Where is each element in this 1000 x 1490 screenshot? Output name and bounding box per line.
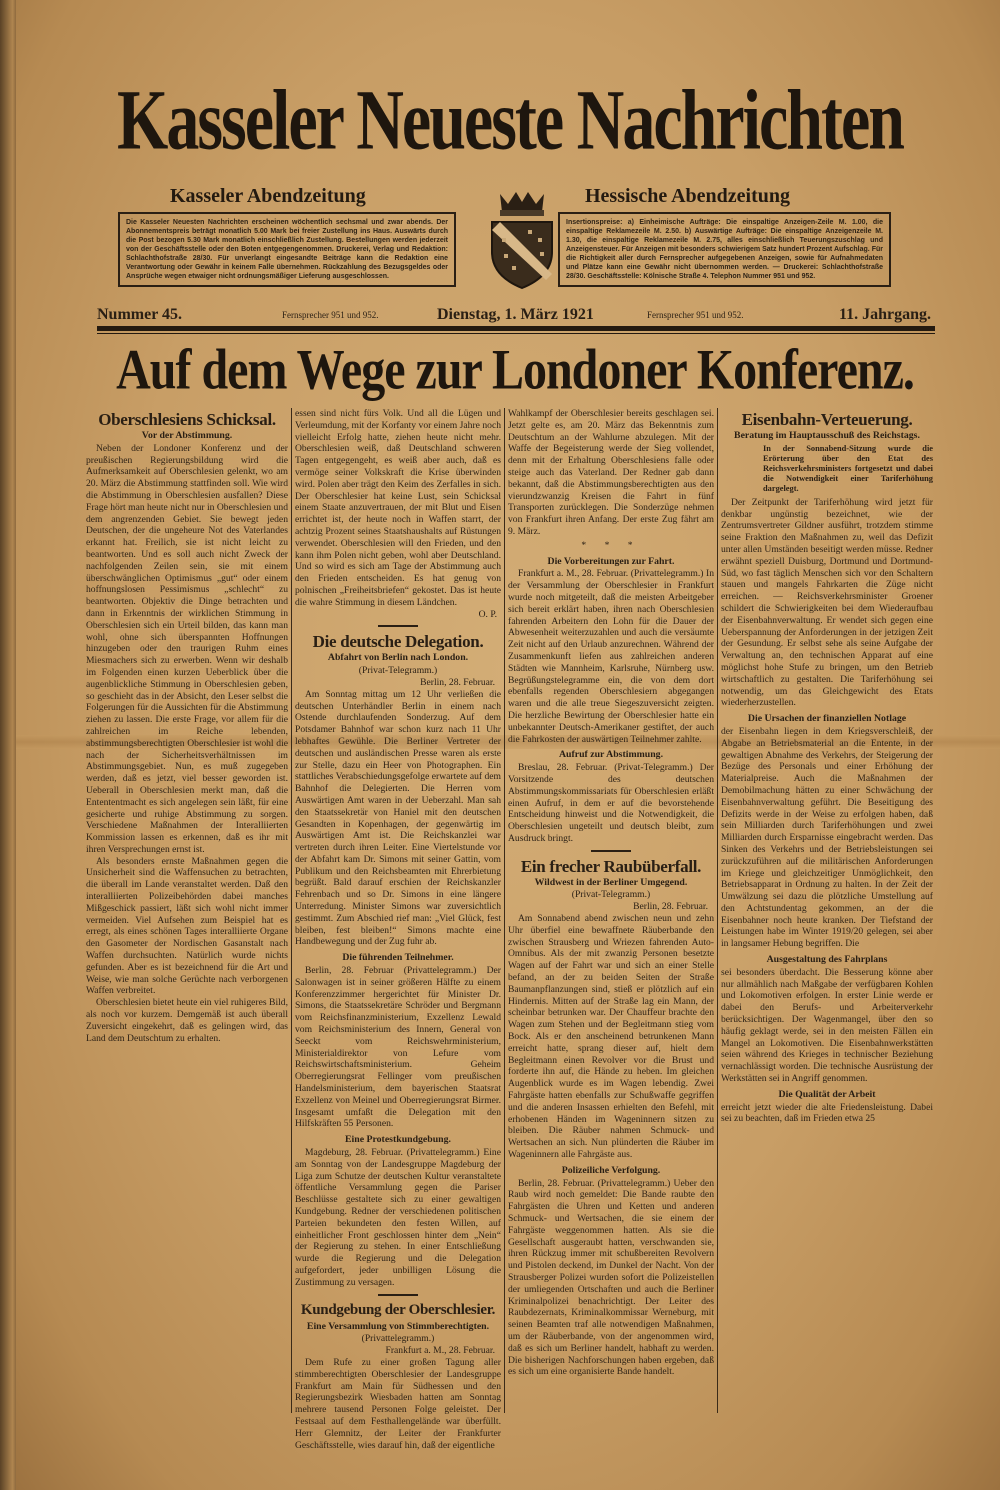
coat-of-arms-icon: [478, 190, 566, 290]
article-paragraph: Am Sonnabend abend zwischen neun und zehn Uhr überfiel eine bewaffnete Räuberbande den zwischen Strausberg und Wriezen fahrenden Auto-Omnibus. Als der mit zwanzig Personen besetzte Wagen auf der Fahrt war und sich an einer Stelle befand, an der zu beiden Seiten der Straße Baumanpflanzungen sind, stieß er plötzlich auf ein Hindernis. Mitten auf der Straße lag ein Mann, der scheinbar betrunken war. Der Chauffeur brachte den Wagen zum Stehen und der Begleitmann stieg vom Bock. Als er den anscheinend betrunkenen Mann erreicht hatte, sprang dieser auf, hielt dem Begleitmann einen Revolver vor die Brust und forderte ihn auf, die Hände zu heben. Im gleichen Augenblick wurde es im Wagen lebendig. Zwei Fahrgäste hatten ebenfalls zur Schußwaffe gegriffen und die anderen Insassen erhielten den Befehl, mit erhobenen Händen im Wageninnern sitzen zu bleiben. Die Räuber nahmen Schmuck- und Wertsachen an sich. Nun plünderten die Räuber im Wageninnern alle Fahrgäste aus.: [508, 913, 714, 1161]
issue-number: Nummer 45.: [97, 306, 183, 323]
section-heading: Aufruf zur Abstimmung.: [558, 749, 664, 761]
main-headline: Auf dem Wege zur Londoner Konferenz.: [116, 338, 914, 402]
issue-info-line: [97, 306, 932, 326]
article-paragraph: Neben der Londoner Konferenz und der preußischen Regierungsbildung wird die Aufmerksamkeit auf Oberschlesien gelenkt, wo am 20. März die Abstimmung stattfinden soll. Wie wird die Abstimmung in Oberschlesien ausfallen? Diese Frage hört man heute nicht nur in Oberschlesien und dem angrenzenden Gebiet. Sie bewegt jeden Deutschen, der die ungeheure Not des Vaterlandes erkannt hat. Freilich, sie ist nicht leicht zu beantworten. Und es soll auch nicht Zweck der nachfolgenden Zeilen sein, sie mit einem überschwänglichen Optimismus „gut“ oder einem hoffnungslosen Pessimismus „schlecht“ zu beantworten. Objektiv die Dinge betrachten und dann in Erkenntnis der wirklichen Stimmung in Oberschlesien sich ein Urteil bilden, das kann man wohl, ohne sich überspannten Hoffnungen hinzugeben oder den traurigen Ruhm eines Miesmachers sich zu erwerben. Wenn wir deshalb im Folgenden einen kurzen Ueberblick über die augenblickliche Stimmung in Oberschlesien geben, so geschieht das in der Absicht, den Leser selbst die Folgerungen für die Aussichten für die Abstimmung ziehen zu lassen. Die erste Frage, vor allem für die zahlreichen im Reiche lebenden, abstimmungsberechtigten Oberschlesier ist wohl die nach der Sicherheitsverhältnissen im Abstimmungsgebiet. Nun, es muß zugegeben werden, daß es jetzt, viel besser geworden ist. Ueberall in Oberschlesien merkt man, daß die Entententmacht es sich angelegen sein läßt, für eine gesicherte und ruhige Abstimmung zu sorgen. Verschiedene Maßnahmen der Interalliierten Kommission lassen es erkennen, daß es ihr mit ihren Versprechungen ernst ist.: [86, 442, 288, 855]
section-heading: Ausgestaltung des Fahrplans: [766, 954, 888, 966]
article-title: Eisenbahn-Verteuerung.: [741, 410, 913, 429]
column-divider: [291, 408, 292, 1413]
column-3: [508, 408, 714, 1378]
article-paragraph: Am Sonntag mittag um 12 Uhr verließen die deutschen Unterhändler Berlin in einem nach Ostende durchlaufenden Sonderzug. Auf dem Potsdamer Bahnhof war schon kurz nach 11 Uhr lebhaftes Gewühle. Die Berliner Vertreter der deutschen und ausländischen Presse waren als erste zur Stelle, dazu ein Heer von Photographen. Ein stattliches Verabschiedungsgefolge erwartete auf dem Bahnhof die Delegierten. Die Herren vom Auswärtigen Amt waren in der Ueberzahl. Man sah den Staatssekretär von Haniel mit den deutschen Gesandten in Kopenhagen, der gegenwärtig im Auswärtigen Amt ist. Die Reichskanzlei war vertreten durch ihren Leiter. Eine Viertelstunde vor der Abfahrt kam Dr. Simons mit seiner Gattin, vom Publikum und den Reichsbeamten mit Ehrerbietung begrüßt. Bald darauf erschien der Reichskanzler Fehrenbach und so Dr. Simons in eine längere Unterredung. Minister Simons war zuversichtlich gestimmt. Zum Abschied rief man: „Viel Glück, fest bleiben, fest bleiben!“ Simons machte eine Handbewegung und der Zug fuhr ab.: [295, 688, 502, 948]
phone-left: Fernsprecher 951 und 952.: [282, 310, 379, 320]
issue-date: Dienstag, 1. März 1921: [437, 306, 594, 323]
advertising-rates-box: Insertionspreise: a) Einheimische Aufträge: Die einspaltige Anzeigen-Zeile M. 1.00, die einspaltige Reklamezeile M. 2.50. b) Auswärtige Aufträge: Die einspaltige Anzeigenzeile M. 1.30, die einspaltige Reklamezeile M. 2.75, alles einschließlich Teuerungszuschlag und Anzeigensteuer. Für Anzeigen mit besonders schwierigem Satz hundert Prozent Aufschlag. Für die Richtigkeit aller durch Fernsprecher aufgegebenen Anzeigen, sowie für Aufnahmedaten und Plätze kann eine Gewähr nicht übernommen werden. — Druckerei: Schlachthofstraße 28/30. Geschäftsstelle: Kölnische Straße 4. Telephon Nummer 951 und 952.: [558, 212, 891, 287]
dateline: Berlin, 28. Februar.: [420, 676, 495, 688]
article-paragraph: Frankfurt a. M., 28. Februar. (Privattelegramm.) In der Versammlung der Oberschlesier in Frankfurt wurde noch mitgeteilt, daß die meisten Arbeitgeber sich bereit erklärt haben, ihren nach Oberschlesien fahrenden Arbeitern den Lohn für die Dauer der Abwesenheit weiterzuzahlen und auch die versäumte Zeit nicht auf den Urlaub anzurechnen. Während der Zusammenkunft liefen aus zahlreichen anderen Städten wie Mannheim, Karlsruhe, Nürnberg usw. Begrüßungstelegramme ein, die von dem dort ebenfalls regenden Oberschlesiern abgegangen waren und die alle treue Siegeszuversicht zeigten. Die herzliche Bewirtung der Oberschlesier hatte ein unbekannter Deutsch-Amerikaner gestiftet, der auch die Fahrkosten der auswärtigen Teilnehmer zahlte.: [508, 568, 714, 745]
article-paragraph: Der Zeitpunkt der Tariferhöhung wird jetzt für denkbar ungünstig bezeichnet, wie der Zentrumsvertreter Gildner ausführt, trotzdem stimme seine Fraktion den Maßnahmen zu, weil das Defizit unter allen Umständen beseitigt werden müsse. Redner erwähnt speziell Duisburg, Dortmund und Dortmund-Süd, wo fast täglich Menschen sich vor den Schaltern stauen und mangels Fahrkarten die Züge nicht erreichen. — Reichsverkehrsminister Groener schildert die Schwierigkeiten bei dem Wiederaufbau der Eisenbahnverwaltung. Er wendet sich gegen eine Ueberspannung der Anforderungen in der jetzigen Zeit der Gesundung. Er selbst sehe als seine Aufgabe der Verwaltung an, den technischen Apparat auf eine möglichst hohe Stufe zu bringen, um den Betrieb wirtschaftlich zu gestalten. Die Tariferhöhung sei notwendig, um das Gleichgewicht des Etats wiederherzustellen.: [721, 496, 933, 709]
article-paragraph: Oberschlesien bietet heute ein viel ruhigeres Bild, als noch vor kurzem. Demgemäß ist auch überall Zuversicht eingekehrt, daß es gelingen wird, das Land dem Deutschtum zu erhalten.: [86, 997, 288, 1044]
article-paragraph: sei besonders überdacht. Die Besserung könne aber nur allmählich nach Maßgabe der verfügbaren Kohlen und Lokomotiven erfolgen. In erster Linie werde er dabei den Berufs- und Arbeiterverkehr berücksichtigen. Der Wagenmangel, über den so häufig geklagt werde, sei in den meisten Fällen ein Mangel an Lokomotiven. Die Eisenbahnwerkstätten seien während des Krieges in technischer Beziehung vernachlässigt worden. Die technische Ausrüstung der Werkstätten sei in Angriff genommen.: [721, 966, 933, 1085]
section-heading: Die Vorbereitungen zur Fahrt.: [547, 555, 675, 567]
article-paragraph: Magdeburg, 28. Februar. (Privattelegramm.) Eine am Sonntag von der Landesgruppe Magdeburg der Liga zum Schutze der deutschen Kultur veranstaltete öffentliche Versammlung gegen die Pariser Beschlüsse gestaltete sich zu einer gewaltigen Kundgebung. Redner der verschiedenen politischen Parteien bekundeten den festen Willen, auf einheitlicher Front geschlossen hinter dem „Nein“ der Regierung zu stehen. In einer Entschließung wurde die Regierung und die Delegation aufgefordert, jeder unbilligen Lösung die Zustimmung zu versagen.: [295, 1147, 501, 1288]
article-subtitle: Eine Versammlung von Stimmberechtigten.: [306, 1320, 490, 1332]
article-paragraph: essen sind nicht fürs Volk. Und all die Lügen und Verleumdung, mit der Korfanty vor einem Jahre noch vielleicht Erfolg hatte, ziehen heute nicht mehr. Oberschlesien weiß, daß Deutschland schweren Tagen entgegengeht, es weiß aber auch, daß es vermöge seiner Volkskraft die Krise überwinden wird. Polen aber trägt den Keim des Zerfalles in sich. Der Oberschlesier hat keine Lust, sein Schicksal einem Staate anzuvertrauen, der mit Blut und Eisen errichtet ist, der heute noch in Waffen starrt, der achtzig Prozent seines Staatshaushalts auf Rüstungen verwendet. Oberschlesien will den Frieden, und den kann ihm Polen nicht geben, wohl aber Deutschland. Und so wird es sich am Tage der Abstimmung auch den Frieden entscheiden. Es hat genug von polnischen „Freiheitsbriefen“ gekostet. Das ist heute die wahre Stimmung in diesem Ländchen.: [295, 408, 501, 608]
article-title: Die deutsche Delegation.: [312, 632, 484, 652]
section-heading: Die Qualität der Arbeit: [778, 1088, 876, 1100]
masthead-title: Kasseler Neueste Nachrichten: [117, 73, 903, 169]
separator: [378, 625, 418, 627]
masthead-rule-thin: [97, 333, 935, 334]
article-subtitle: Beratung im Hauptausschuß des Reichstags.: [734, 430, 920, 441]
column-divider: [717, 408, 718, 1413]
article-paragraph: erreicht jetzt wieder die alte Friedensleistung. Dabei sei zu beachten, daß im Frieden etwa 25: [721, 1101, 933, 1125]
phone-right: Fernsprecher 951 und 952.: [647, 310, 744, 320]
masthead-subtitle-right: Hessische Abendzeitung: [585, 185, 791, 207]
column-4: [721, 408, 933, 1125]
article-paragraph: Berlin, 28. Februar. (Privattelegramm.) Ueber den Raub wird noch gemeldet: Die Bande raubte den Fahrgästen die Uhren und Ketten und anderen Schmuck- und Wertsachen, die sie einem der Fahrgäste weggenommen hatten. Als sie die Gesellschaft ausgeraubt hatten, verschwanden sie, ihren Rückzug immer mit schußbereiten Revolvern und Pistolen deckend, im Dunkel der Nacht. Von der Strausberger Polizei wurden sofort die Polizeistellen der umliegenden Ortschaften und auch die Berliner Kriminalpolizei benachrichtigt. Der Leiter des Raubdezernats, Kriminalkommissar Werneburg, mit seinen Beamten traf alle notwendigen Maßnahmen, um der Räuberbande, von der angenommen wird, daß es sich um Berliner handelt, habhaft zu werden. Die bisherigen Nachforschungen haben ergeben, daß es sich um eine organisierte Bande handelt.: [508, 1177, 714, 1378]
separator: [591, 850, 631, 852]
volume-year: 11. Jahrgang.: [839, 306, 932, 323]
article-subtitle: Vor der Abstimmung.: [141, 430, 233, 441]
section-heading: Die Ursachen der finanziellen Notlage: [747, 713, 907, 725]
article-paragraph: Breslau, 28. Februar. (Privat-Telegramm.) Der Vorsitzende des deutschen Abstimmungskommissariats für Oberschlesien erläßt einen Aufruf, in dem er auf die bevorstehende Entscheidung hinweist und die Notwendigkeit, die Oberschlesien ungeteilt und deutsch bleibt, zum Ausdruck bringt.: [508, 762, 714, 844]
article-title: Oberschlesiens Schicksal.: [98, 410, 276, 429]
dateline: Frankfurt a. M., 28. Februar.: [385, 1345, 495, 1357]
article-paragraph: Wahlkampf der Oberschlesier bereits geschlagen sei. Jetzt gelte es, am 20. März das Bekenntnis zum Deutschtum an der Wahlurne abzulegen. Mit der Waffe der Begeisterung werde der Sieg vollendet, denn mit der Erhaltung Oberschlesiens falle oder steige auch das Vaterland. Der Redner gab dann bekannt, daß die Abstimmungsberechtigten aus den vierundzwanzig Kreisen die Fahrt in fünf Transporten zurücklegen. Die Sonderzüge nehmen von Frankfurt ihren Anfang. Der erste Zug fährt am 9. März.: [508, 408, 714, 537]
article-subtitle: Wildwest in der Berliner Umgegend.: [534, 876, 688, 888]
masthead-subtitle-left: Kasseler Abendzeitung: [170, 185, 366, 207]
subscription-info-box: Die Kasseler Neuesten Nachrichten erscheinen wöchentlich sechsmal und zwar abends. Der Abonnementspreis beträgt monatlich 5.00 Mark bei freier Zustellung ins Haus. Auswärts durch die Post bezogen 5.30 Mark monatlich einschließlich Zustellung. Bestellungen werden jederzeit von der Geschäftsstelle oder den Boten entgegengenommen. Druckerei, Verlag und Redaktion: Schlachthofstraße 28/30. Für unverlangt eingesandte Beiträge kann die Redaktion eine Verantwortung oder Gewähr in keinem Falle übernehmen. Rückzahlung des Bezugsgeldes oder Ansprüche wegen etwaiger nicht ordnungsmäßiger Lieferung ausgeschlossen.: [118, 212, 456, 287]
dateline: Berlin, 28. Februar.: [633, 901, 708, 913]
article-paragraph: Als besonders ernste Maßnahmen gegen die Unsicherheit sind die Waffensuchen zu betrachten, die überall im Lande veranstaltet werden. Daß den interalliierten Polizeibehörden dabei manches Mißgeschick passiert, läßt sich wohl nicht immer vermeiden. Viel Aufsehen zum Beispiel hat es erregt, als eines schönen Tages interalliierte Organe den Gasometer der Nordischen Gasanstalt nach Waffen durchsuchten. Natürlich wurde nichts gefunden. Aber es ist bezeichnend für die Art und Weise, wie man solche Gerüchte nach verborgenen Waffen verbreitet.: [86, 855, 288, 997]
column-1: [86, 408, 288, 1044]
source-note: (Privat-Telegramm.): [571, 889, 651, 901]
article-lede: In der Sonnabend-Sitzung wurde die Erörterung über den Etat des Reichsverkehrsministers fortgesetzt und dabei die Notwendigkeit einer Tariferhöhung dargelegt.: [763, 443, 933, 493]
author-signature: O. P.: [478, 608, 497, 620]
separator: [378, 1294, 418, 1296]
article-paragraph: Berlin, 28. Februar (Privattelegramm.) Der Salonwagen ist in seiner größeren Hälfte zu einem Konferenzzimmer hergerichtet für Minister Dr. Simons, die Staatssekretäre Schröder und Bergmann vom Reichsfinanzministerium, Exzellenz Lewald vom Reichsministerium des Innern, General von Seeckt vom Reichswehrministerium, Ministerialdirektor von Lefure vom Reichswirtschaftsministerium. Geheim Oberregierungsrat Fellinger vom preußischen Handelsministerium, dem bayerischen Staatsrat Exzellenz von Meinel und Oberregierungsrat Birmer. Insgesamt umfaßt die Delegation mit den Hilfskräften 55 Personen.: [295, 965, 501, 1130]
article-paragraph: Dem Rufe zu einer großen Tagung aller stimmberechtigten Oberschlesier der Landesgruppe Frankfurt am Main für Südhessen und den Regierungsbezirk Wiesbaden hatten am Sonntag mehrere tausend Personen Folge geleistet. Der Festsaal auf dem Festhallengelände war überfüllt. Herr Glemnitz, der Leiter der Frankfurter Geschäftsstelle, wies darauf hin, daß der eigentliche: [295, 1356, 501, 1451]
article-subtitle: Abfahrt von Berlin nach London.: [327, 652, 469, 664]
section-stars: * * *: [581, 539, 641, 551]
column-2: [295, 408, 501, 1451]
article-title: Ein frecher Raubüberfall.: [520, 856, 702, 876]
section-heading: Polizeiliche Verfolgung.: [561, 1164, 661, 1176]
section-heading: Die führenden Teilnehmer.: [342, 952, 454, 964]
source-note: (Privat-Telegramm.): [358, 665, 438, 677]
masthead-rule: [97, 326, 935, 331]
column-divider: [504, 408, 505, 1413]
source-note: (Privattelegramm.): [361, 1333, 435, 1345]
article-title: Kundgebung der Oberschlesier.: [300, 1301, 496, 1318]
section-heading: Eine Protestkundgebung.: [345, 1134, 451, 1146]
article-paragraph: der Eisenbahn liegen in dem Kriegsverschleiß, der Abgabe an Betriebsmaterial an die Entente, in der gewaltigen Abnahme des Verkehrs, der Steigerung der Bezüge des Personals und einer Erhöhung der Materialpreise. Auch die Maßnahmen der Demobilmachung hätten zu einer Schwächung der Eisenbahnverwaltung geführt. Die Beseitigung des Defizits werde in der Weise zu erfolgen haben, daß sein Milliarden durch Tariferhöhungen und zwei Milliarden durch Ersparnisse eingebracht werden. Das Sinken des Verkehrs und der Betriebsleistungen sei zurückzuführen auf die militärischen Anforderungen im Kriege und gleichzeitiger Unmöglichkeit, den Betriebsapparat in Ordnung zu halten. In der Zeit der Umwälzung sei dazu die plötzliche Umstellung auf den Achtstundentag gekommen, an der die Eisenbahner noch heute kranken. Der Tiefstand der Leistungen habe im Winter 1919/20 gelegen, sei aber in langsamer Hebung begriffen. Die: [721, 725, 933, 950]
